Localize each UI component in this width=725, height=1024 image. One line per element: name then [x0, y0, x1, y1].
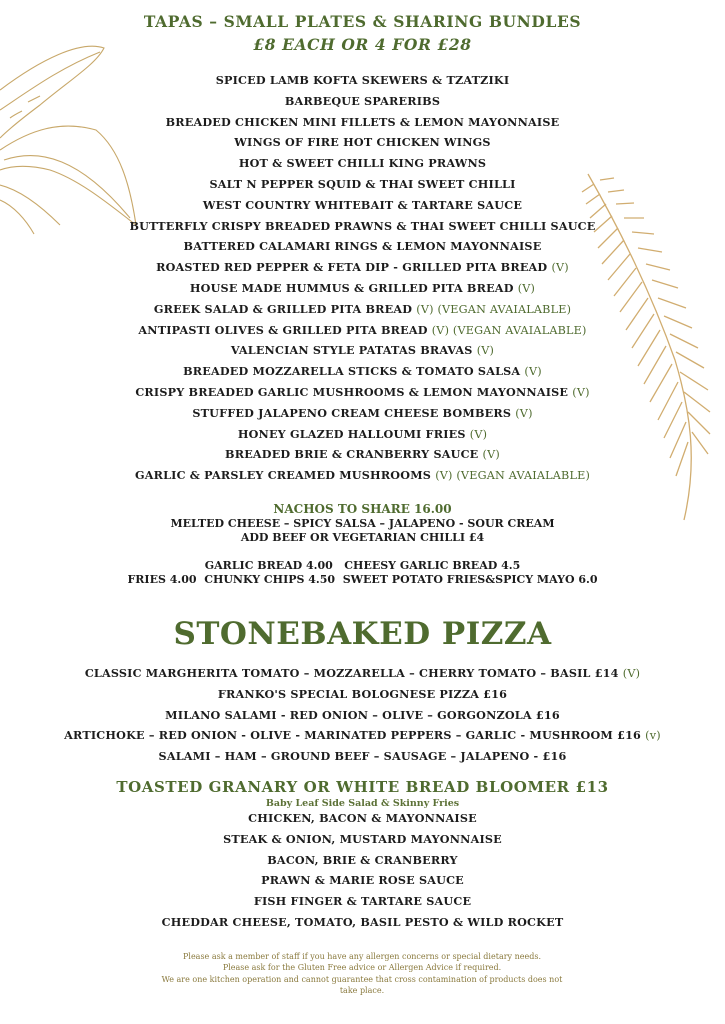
allergen-line: Please ask for the Gluten Free advice or Allergen Advice if required.	[222, 963, 502, 973]
diet-tag: (V)	[551, 261, 569, 275]
menu-item: ARTICHOKE – RED ONION - OLIVE - MARINATED PEPPERS – GARLIC - MUSHROOM £16 (v)	[64, 728, 661, 743]
bloomer-list	[0, 808, 725, 933]
menu-item: BREADED MOZZARELLA STICKS & TOMATO SALSA (V)	[183, 364, 542, 379]
allergen-line: Please ask a member of staff if you have any allergen concerns or special dietary needs.	[183, 952, 541, 961]
diet-tag: (V)	[572, 385, 590, 399]
menu-item: PRAWN & MARIE ROSE SAUCE	[261, 873, 464, 888]
diet-tag: (V)	[622, 667, 641, 680]
tapas-list	[0, 70, 725, 486]
menu-item: FISH FINGER & TARTARE SAUCE	[253, 894, 472, 909]
diet-tag: (V)	[476, 344, 495, 358]
menu-item: BACON, BRIE & CRANBERRY	[267, 852, 458, 867]
nachos-addon: ADD BEEF OR VEGETARIAN CHILLI £4	[240, 531, 485, 544]
diet-tag: (V)	[482, 448, 500, 462]
allergen-line: We are one kitchen operation and cannot guarantee that cross contamination of products does not take place.	[161, 974, 563, 995]
menu-item: FRANKO'S SPECIAL BOLOGNESE PIZZA £16	[217, 686, 508, 701]
menu-item: BUTTERFLY CRISPY BREADED PRAWNS & THAI SWEET CHILLI SAUCE	[129, 218, 596, 233]
menu-item: STUFFED JALAPENO CREAM CHEESE BOMBERS (V)	[192, 405, 533, 420]
menu-item: CHEDDAR CHEESE, TOMATO, BASIL PESTO & WILD ROCKET	[161, 914, 564, 929]
menu-item: MILANO SALAMI - RED ONION – OLIVE – GORGONZOLA £16	[165, 707, 560, 722]
menu-item: WINGS OF FIRE HOT CHICKEN WINGS	[234, 135, 491, 150]
menu-item: WEST COUNTRY WHITEBAIT & TARTARE SAUCE	[202, 197, 523, 212]
diet-tag: (V)	[524, 365, 542, 379]
diet-tag: (v)	[645, 729, 661, 743]
menu-item: BARBEQUE SPARERIBS	[284, 93, 441, 108]
tapas-price: £8 EACH OR 4 FOR £28	[253, 35, 472, 54]
diet-tag: (V)	[517, 281, 536, 295]
bloomer-subtitle: Baby Leaf Side Salad & Skinny Fries	[265, 798, 460, 809]
menu-item: STEAK & ONION, MUSTARD MAYONNAISE	[223, 831, 502, 846]
sides-line-2: FRIES 4.00 CHUNKY CHIPS 4.50 SWEET POTATO FRIES&SPICY MAYO 6.0	[127, 573, 598, 586]
menu-item: ANTIPASTI OLIVES & GRILLED PITA BREAD (V) (VEGAN AVAIALABLE)	[138, 322, 587, 337]
menu-item: SALT N PEPPER SQUID & THAI SWEET CHILLI	[209, 176, 516, 191]
pizza-list	[0, 663, 725, 767]
allergen-notice	[152, 951, 572, 996]
diet-tag: (V) (VEGAN AVAIALABLE)	[431, 323, 587, 337]
menu-item: BATTERED CALAMARI RINGS & LEMON MAYONNAISE	[183, 239, 542, 254]
menu-item: ROASTED RED PEPPER & FETA DIP - GRILLED PITA BREAD (V)	[156, 260, 569, 275]
menu-item: CHICKEN, BACON & MAYONNAISE	[248, 811, 477, 825]
diet-tag: (V) (VEGAN AVAIALABLE)	[416, 302, 572, 316]
nachos-description: MELTED CHEESE – SPICY SALSA – JALAPENO - SOUR CREAM	[170, 517, 555, 530]
diet-tag: (V)	[469, 427, 488, 441]
diet-tag: (V) (VEGAN AVAIALABLE)	[435, 469, 591, 483]
menu-item: VALENCIAN STYLE PATATAS BRAVAS (V)	[230, 343, 495, 358]
menu-item: SALAMI – HAM – GROUND BEEF – SAUSAGE – JALAPENO - £16	[158, 749, 567, 764]
sides-line-1: GARLIC BREAD 4.00 CHEESY GARLIC BREAD 4.5	[204, 559, 521, 572]
menu-item: CRISPY BREADED GARLIC MUSHROOMS & LEMON MAYONNAISE (V)	[135, 384, 590, 399]
menu-item: HONEY GLAZED HALLOUMI FRIES (V)	[237, 426, 488, 441]
bloomer-title: TOASTED GRANARY OR WHITE BREAD BLOOMER £13	[116, 778, 609, 796]
menu-item: HOT & SWEET CHILLI KING PRAWNS	[238, 156, 487, 171]
menu-item: SPICED LAMB KOFTA SKEWERS & TZATZIKI	[215, 73, 510, 87]
menu-item: GREEK SALAD & GRILLED PITA BREAD (V) (VEGAN AVAIALABLE)	[153, 301, 572, 316]
menu-item: BREADED CHICKEN MINI FILLETS & LEMON MAYONNAISE	[165, 114, 560, 129]
tapas-title: TAPAS – SMALL PLATES & SHARING BUNDLES	[143, 12, 582, 31]
nachos-title: NACHOS TO SHARE 16.00	[273, 502, 452, 516]
menu-item: GARLIC & PARSLEY CREAMED MUSHROOMS (V) (VEGAN AVAIALABLE)	[134, 468, 591, 483]
pizza-title: STONEBAKED PIZZA	[173, 616, 552, 652]
menu-item: CLASSIC MARGHERITA TOMATO – MOZZARELLA – CHERRY TOMATO – BASIL £14 (V)	[84, 666, 641, 680]
diet-tag: (V)	[515, 406, 533, 420]
menu-item: HOUSE MADE HUMMUS & GRILLED PITA BREAD (V)	[189, 280, 536, 295]
menu-item: BREADED BRIE & CRANBERRY SAUCE (V)	[225, 447, 500, 462]
